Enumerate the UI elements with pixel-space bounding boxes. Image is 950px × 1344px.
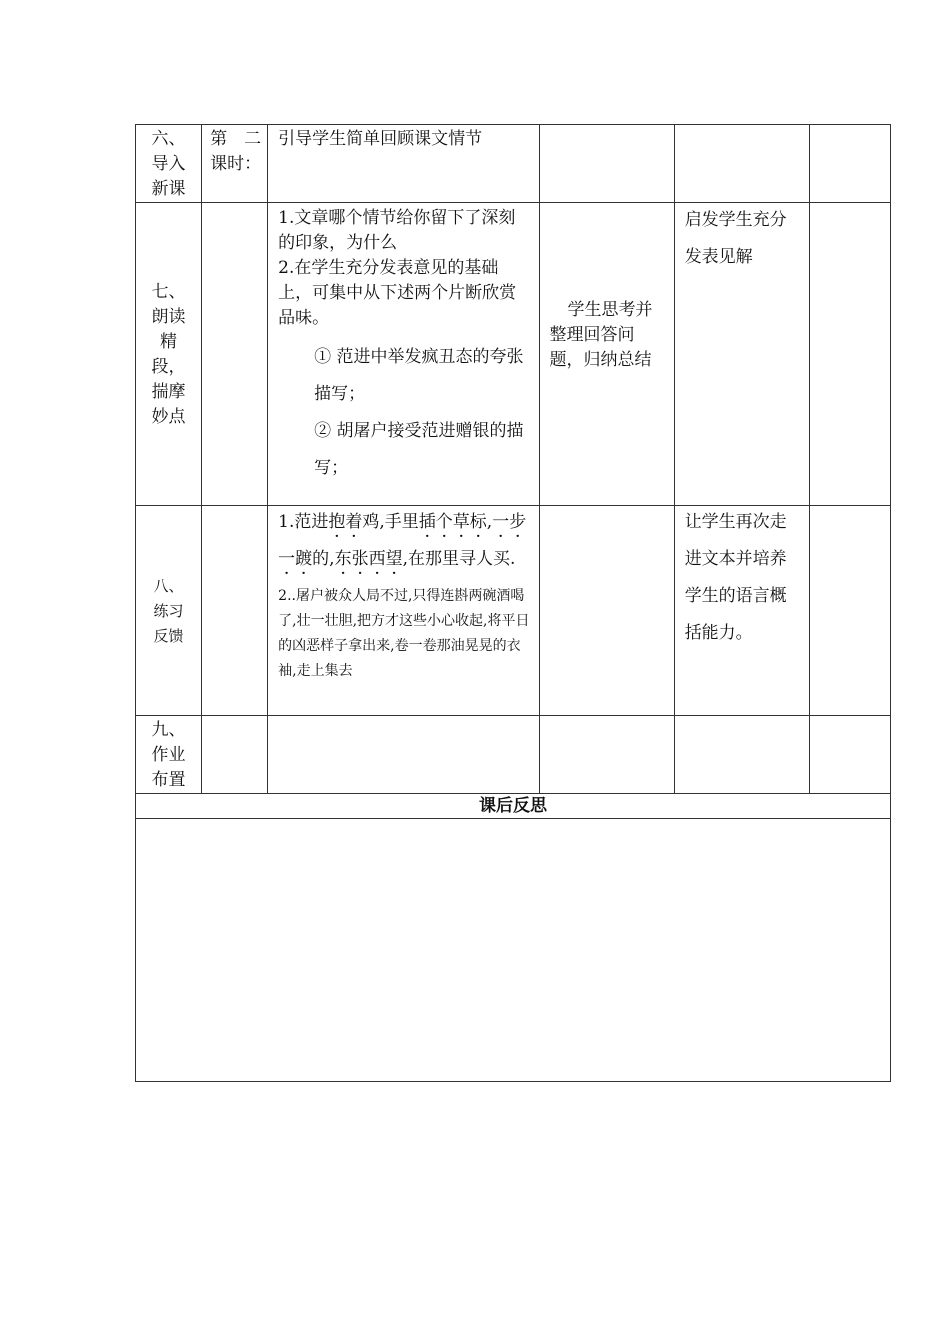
emphasis-char: 一 [492,512,510,532]
exercise-text: , [486,512,493,532]
content-line-4: ② 胡屠户接受范进赠银的描写； [314,421,524,478]
time-cell [202,203,268,506]
table-row [136,819,891,1082]
step-label [136,203,202,506]
emphasis-char: 步 [509,512,527,532]
step-label [136,506,202,716]
time-text: 第 二课时： [210,129,262,174]
student-cell [539,125,674,203]
notes-cell [809,203,890,506]
time-cell [202,506,268,716]
step-text: 九、作业布置 [151,720,186,790]
notes-cell [809,716,890,794]
step-text: 七、朗读精段，揣摩妙点 [151,282,186,427]
exercise-text: ,在那里寻人买. [402,549,516,569]
student-cell [539,506,674,716]
intent-text: 启发学生充分发表见解 [684,210,787,267]
content-cell [268,506,539,716]
emphasis-char: 着 [345,512,363,532]
content-line-3: ① 范进中举发疯丑态的夸张描写； [314,347,524,404]
table-row [136,794,891,819]
exercise-text: 的, [312,549,335,569]
step-text: 六、导入新课 [151,129,186,199]
exercise-text: 1.范进 [278,512,329,532]
content-text: 引导学生简单回顾课文情节 [278,129,483,149]
emphasis-char: 抱 [328,512,346,532]
emphasis-char: 望 [385,549,403,569]
content-cell [268,125,539,203]
emphasis-char: 踱 [295,549,313,569]
reflection-heading: 课后反思 [136,794,891,819]
table-row [136,716,891,794]
intent-text: 让学生再次走进文本并培养学生的语言概括能力。 [684,512,787,643]
emphasis-char: 草 [452,512,470,532]
table-row [136,125,891,203]
step-text: 八、练习反馈 [153,577,184,645]
lesson-plan-table [135,124,891,1082]
intent-cell [674,203,809,506]
time-cell [202,125,268,203]
exercise-item-1 [278,504,530,578]
reflection-body [136,819,891,1082]
student-text: 学生思考并整理回答问题，归纳总结 [549,299,653,370]
student-cell [539,203,674,506]
notes-cell [809,506,890,716]
emphasis-char: 个 [435,512,453,532]
time-cell [202,716,268,794]
emphasis-char: 插 [418,512,436,532]
emphasis-text [328,512,362,532]
emphasis-char: 东 [334,549,352,569]
emphasis-text [419,512,487,532]
emphasis-text [335,549,403,569]
intent-cell [674,716,809,794]
exercise-text: 鸡,手里 [362,512,419,532]
emphasis-char: 标 [469,512,487,532]
exercise-item-2: 2..屠户被众人局不过,只得连斟两碗酒喝了,壮一壮胆,把方才这些小心收起,将平日的凶恶样子拿出来,卷一卷那油晃晃的衣袖,走上集去 [278,588,530,679]
emphasis-char: 张 [351,549,369,569]
content-line-2: 2.在学生充分发表意见的基础上，可集中从下述两个片断欣赏品味。 [278,258,517,328]
intent-cell [674,506,809,716]
emphasis-char: 一 [278,549,296,569]
intent-cell [674,125,809,203]
content-cell [268,716,539,794]
student-cell [539,716,674,794]
table-row [136,203,891,506]
content-cell [268,203,539,506]
notes-cell [809,125,890,203]
content-line-1: 1.文章哪个情节给你留下了深刻的印象，为什么 [278,208,516,253]
emphasis-char: 西 [368,549,386,569]
table-row [136,506,891,716]
step-label [136,716,202,794]
step-label [136,125,202,203]
